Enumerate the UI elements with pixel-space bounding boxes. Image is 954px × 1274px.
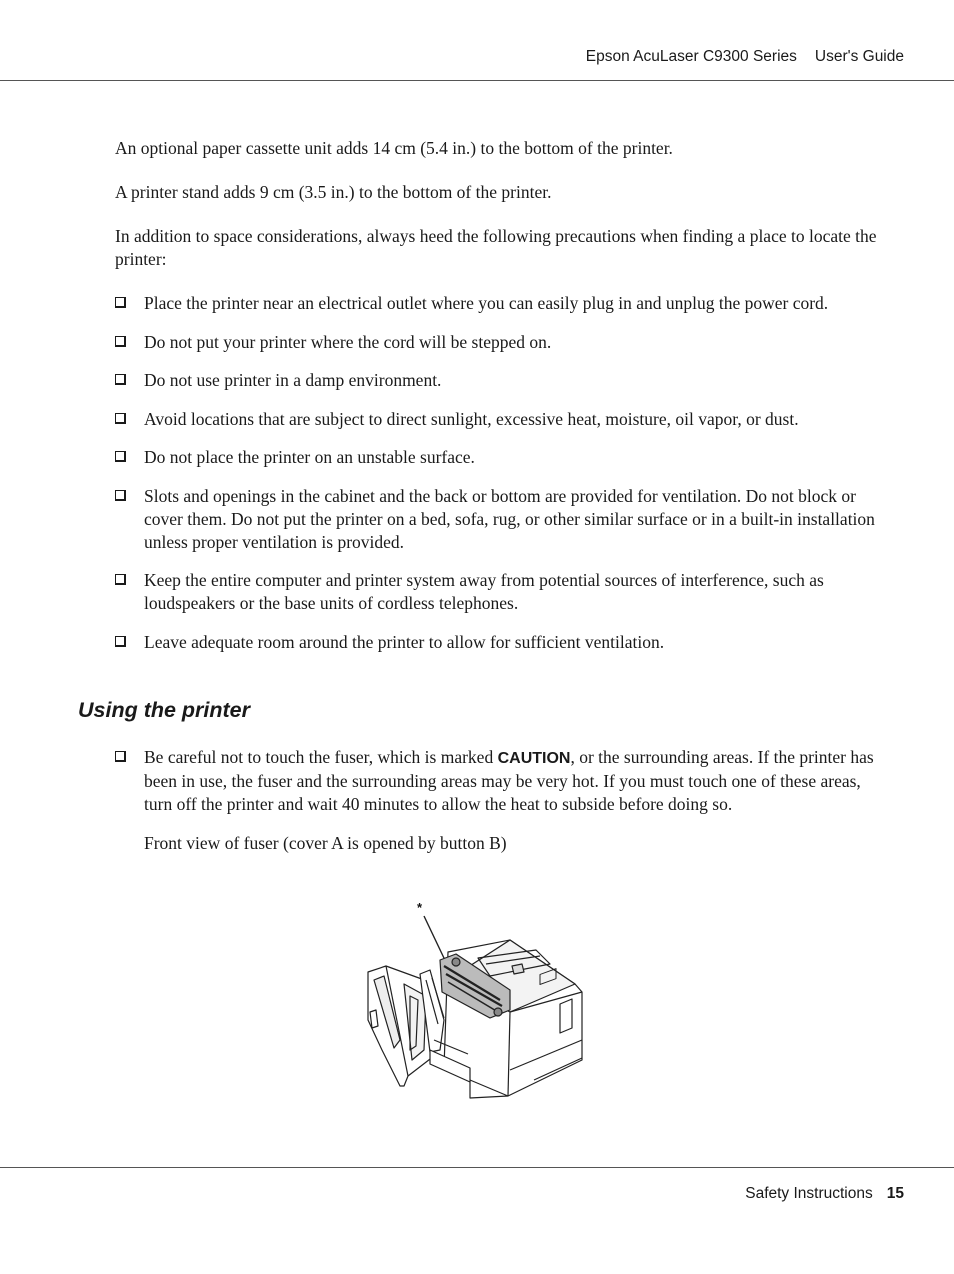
- header-guide: User's Guide: [814, 48, 904, 65]
- page-footer: [745, 1185, 904, 1203]
- intro-paragraph-2: A printer stand adds 9 cm (3.5 in.) to the bottom of the printer.: [115, 182, 552, 202]
- precautions-list: [115, 292, 885, 654]
- footer-section-name: Safety Instructions: [745, 1185, 873, 1202]
- checkbox-bullet-icon: [115, 374, 126, 385]
- list-item: Avoid locations that are subject to direct sunlight, excessive heat, moisture, oil vapor, or dust.: [115, 408, 885, 431]
- intro-content: [115, 137, 885, 669]
- checkbox-bullet-icon: [115, 636, 126, 647]
- page-number: 15: [886, 1185, 904, 1202]
- intro-paragraph-1: An optional paper cassette unit adds 14 cm (5.4 in.) to the bottom of the printer.: [115, 138, 673, 158]
- caution-label: CAUTION: [497, 750, 571, 767]
- list-item: Leave adequate room around the printer to allow for sufficient ventilation.: [115, 631, 885, 654]
- list-item: Do not use printer in a damp environment.: [115, 369, 885, 392]
- header-rule: [0, 80, 954, 81]
- figure-marker: *: [417, 900, 423, 915]
- checkbox-bullet-icon: [115, 574, 126, 585]
- figure-caption: Front view of fuser (cover A is opened by button B): [144, 833, 507, 853]
- checkbox-bullet-icon: [115, 336, 126, 347]
- checkbox-bullet-icon: [115, 751, 126, 762]
- list-item: Be careful not to touch the fuser, which is marked CAUTION, or the surrounding areas. If the printer has been in use, the fuser and the surrounding areas may be very hot. If you must touch one of these areas, turn off the printer and wait 40 minutes to allow the heat to subside before doing so.: [115, 746, 885, 816]
- list-item: Keep the entire computer and printer system away from potential sources of interference, such as loudspeakers or the base units of cordless telephones.: [115, 569, 885, 615]
- printer-fuser-illustration: [360, 900, 592, 1100]
- checkbox-bullet-icon: [115, 451, 126, 462]
- header-product: Epson AcuLaser C9300 Series: [585, 48, 797, 65]
- footer-rule: [0, 1167, 954, 1168]
- front-cover-open: [368, 966, 444, 1086]
- section-title: Using the printer: [78, 698, 251, 722]
- checkbox-bullet-icon: [115, 297, 126, 308]
- checkbox-bullet-icon: [115, 490, 126, 501]
- list-item: Place the printer near an electrical outlet where you can easily plug in and unplug the power cord.: [115, 292, 885, 315]
- intro-paragraph-3: In addition to space considerations, always heed the following precautions when finding a place to locate the printer:: [115, 226, 877, 269]
- list-item: Do not put your printer where the cord will be stepped on.: [115, 331, 885, 354]
- list-item: Do not place the printer on an unstable surface.: [115, 446, 885, 469]
- list-item: Slots and openings in the cabinet and the back or bottom are provided for ventilation. Do not block or cover them. Do not put the printer on a bed, sofa, rug, or other similar surface or in a built-in installation unless proper ventilation is provided.: [115, 485, 885, 554]
- checkbox-bullet-icon: [115, 413, 126, 424]
- section-content: [115, 746, 885, 855]
- fuser-warning-list: [115, 746, 885, 816]
- page-header: [586, 48, 904, 66]
